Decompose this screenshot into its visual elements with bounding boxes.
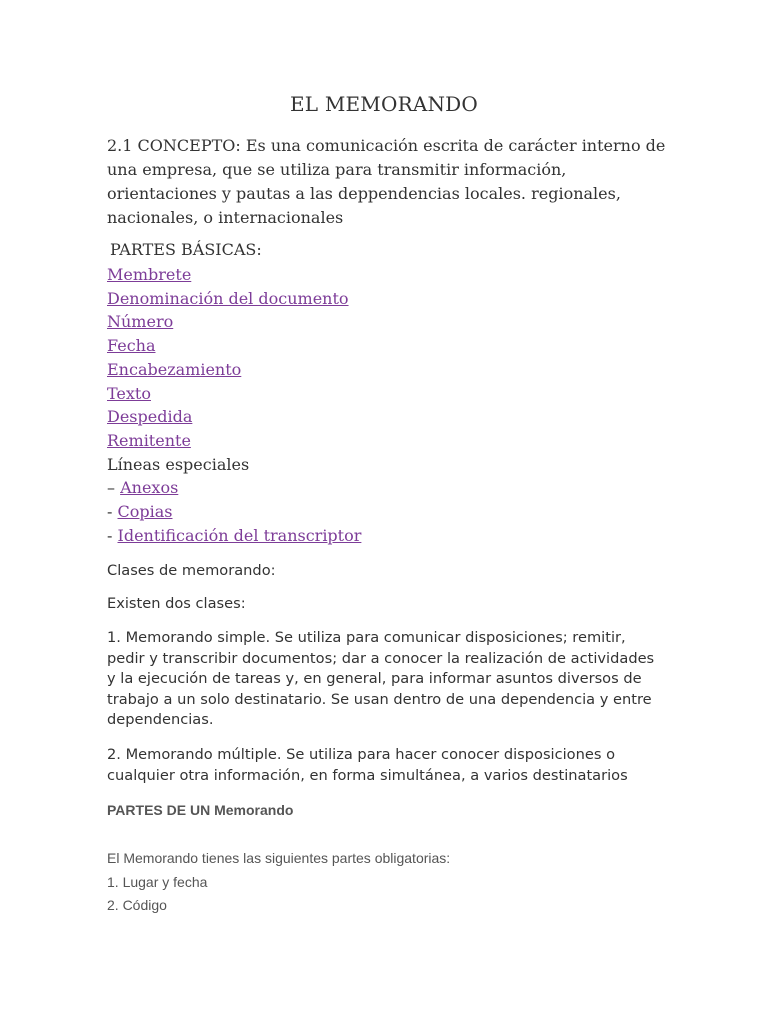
link-denominacion[interactable]: Denominación del documento xyxy=(107,288,349,308)
classes-item-simple: 1. Memorando simple. Se utiliza para comunicar disposiciones; remitir, pedir y transcribir documentos; dar a conocer la realización de actividades y la ejecución de tareas y, en general, para informar asuntos diversos de trabajo a un solo destinatario. Se usan dentro de una dependencia y entre dependencias. xyxy=(107,629,655,729)
list-item: - Copias xyxy=(107,502,173,522)
list-item xyxy=(107,453,361,477)
list-item xyxy=(107,263,361,287)
classes-intro: Existen dos clases: xyxy=(107,595,246,612)
list-item xyxy=(107,310,361,334)
parts-heading: PARTES BÁSICAS: xyxy=(110,240,262,259)
link-anexos[interactable]: Anexos xyxy=(120,478,179,498)
list-item: - Identificación del transcriptor xyxy=(107,525,362,545)
link-remitente[interactable]: Remitente xyxy=(107,430,191,450)
classes-item-multiple: 2. Memorando múltiple. Se utiliza para hacer conocer disposiciones o cualquier otra información, en forma simultánea, a varios destinatarios xyxy=(107,746,628,784)
list-item xyxy=(107,382,361,406)
page-title: EL MEMORANDO xyxy=(289,92,479,116)
link-numero[interactable]: Número xyxy=(107,312,174,332)
list-item xyxy=(107,334,361,358)
list-item: – Anexos xyxy=(107,478,179,498)
parts-memo-heading: PARTES DE UN Memorando xyxy=(107,802,294,818)
link-texto[interactable]: Texto xyxy=(107,383,151,403)
lineas-especiales-label: Líneas especiales xyxy=(107,454,250,474)
concept-paragraph: 2.1 CONCEPTO: Es una comunicación escrita de carácter interno de una empresa, que se utiliza para transmitir información, orientaciones y pautas a las deppendencias locales. regionales, nacionales, o internacionales xyxy=(107,136,666,227)
link-identificacion-transcriptor[interactable]: Identificación del transcriptor xyxy=(117,525,362,545)
parts-list xyxy=(107,263,361,547)
parts-memo-item: 2. Código xyxy=(107,897,167,913)
list-item xyxy=(107,405,361,429)
link-encabezamiento[interactable]: Encabezamiento xyxy=(107,359,242,379)
list-item xyxy=(107,358,361,382)
link-membrete[interactable]: Membrete xyxy=(107,265,192,284)
link-copias[interactable]: Copias xyxy=(117,502,173,522)
list-item xyxy=(107,429,361,453)
link-fecha[interactable]: Fecha xyxy=(107,336,156,356)
classes-heading: Clases de memorando: xyxy=(107,562,276,579)
link-despedida[interactable]: Despedida xyxy=(107,407,193,427)
parts-memo-intro: El Memorando tienes las siguientes partes obligatorias: xyxy=(107,850,451,866)
parts-memo-item: 1. Lugar y fecha xyxy=(107,874,208,890)
list-item xyxy=(107,287,361,311)
